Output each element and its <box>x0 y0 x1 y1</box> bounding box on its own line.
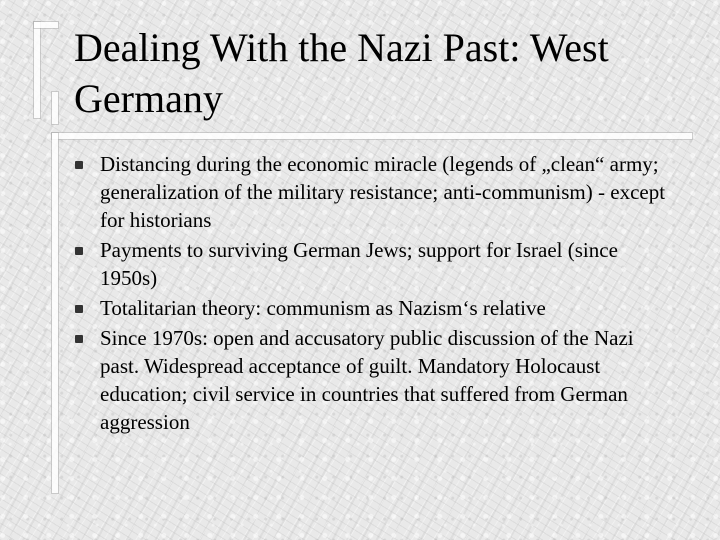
frame-line-body-top <box>52 133 692 139</box>
square-bullet-icon <box>75 305 83 313</box>
square-bullet-icon <box>75 247 83 255</box>
square-bullet-icon <box>75 335 83 343</box>
bullet-text: Payments to surviving German Jews; support for Israel (since 1950s) <box>100 238 618 290</box>
frame-line-title-horizontal <box>34 22 58 28</box>
frame-line-body-left <box>52 133 58 493</box>
bullet-item <box>84 150 674 234</box>
frame-line-title-lower <box>52 92 58 124</box>
bullet-text: Since 1970s: open and accusatory public discussion of the Nazi past. Widespread acceptance of guilt. Mandatory Holocaust education; civil service in countries that suffered from German aggression <box>100 326 634 434</box>
bullet-text: Distancing during the economic miracle (legends of „clean“ army; generalization of the military resistance; anti-communism) - except for historians <box>100 152 666 232</box>
square-bullet-icon <box>75 161 83 169</box>
frame-line-title-vertical <box>34 22 40 118</box>
slide-title: Dealing With the Nazi Past: West Germany <box>74 25 609 121</box>
bullet-text: Totalitarian theory: communism as Nazism‘s relative <box>100 296 546 320</box>
bullet-list <box>84 150 674 438</box>
bullet-item <box>84 324 674 436</box>
bullet-item <box>84 294 674 322</box>
bullet-item <box>84 236 674 292</box>
